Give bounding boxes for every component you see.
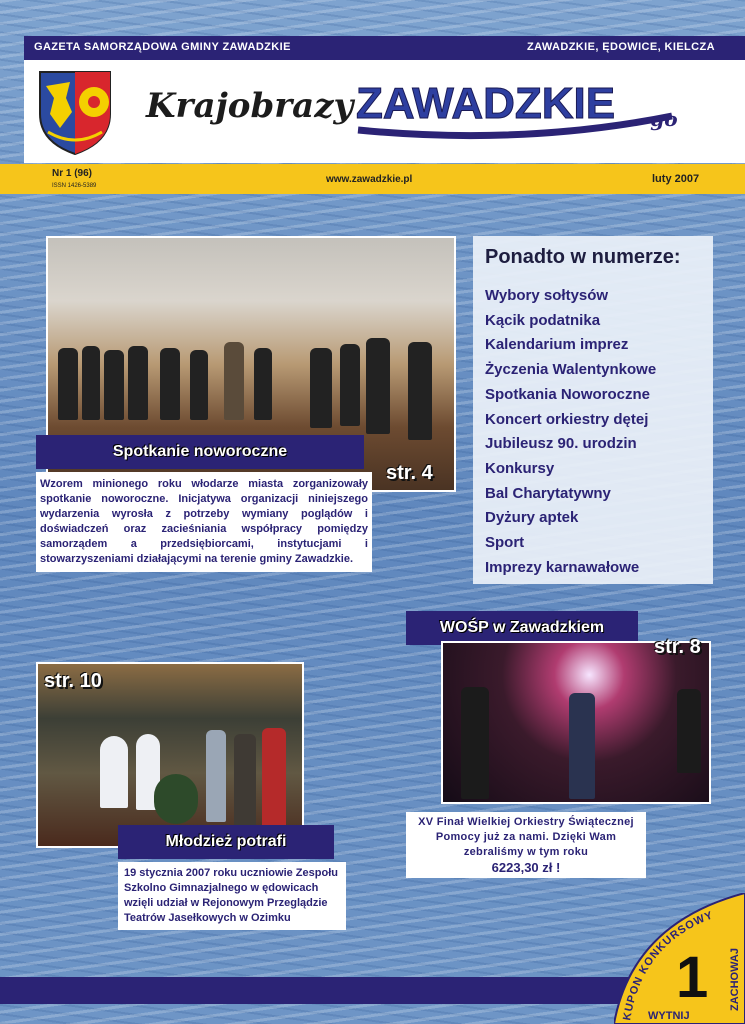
title-krajobrazy: Krajobrazy <box>146 86 354 126</box>
issue-date: luty 2007 <box>652 173 700 185</box>
toc-item[interactable]: Wybory sołtysów <box>485 287 609 304</box>
publication-subtitle: GAZETA SAMORZĄDOWA GMINY ZAWADZKIE <box>34 41 291 53</box>
toc-item[interactable]: Sport <box>485 534 525 552</box>
article-wosp-text <box>406 812 646 878</box>
coat-of-arms-icon <box>36 68 114 156</box>
title-zawadzkie-logo <box>352 72 692 142</box>
top-bar <box>24 36 745 60</box>
coupon-keep: ZACHOWAJ <box>729 948 741 1011</box>
toc-item[interactable]: Bal Charytatywny <box>485 484 611 502</box>
toc-title: Ponadto w numerze: <box>485 246 681 268</box>
toc-list <box>485 284 656 580</box>
contest-coupon[interactable] <box>614 893 745 1024</box>
title-suffix: -go <box>642 107 678 131</box>
title-zawadzkie-text: ZAWADZKIE <box>356 79 616 128</box>
page-ref-8[interactable]: str. 8 <box>654 636 701 658</box>
toc-item[interactable]: Spotkania Noworoczne <box>485 385 651 403</box>
toc-item[interactable]: Jubileusz 90. urodzin <box>485 435 637 453</box>
toc-item[interactable]: Koncert orkiestry dętej <box>485 410 649 428</box>
page-ref-10[interactable]: str. 10 <box>44 670 102 692</box>
ribbon-mlodziez[interactable]: Młodzież potrafi <box>118 825 334 859</box>
svg-text:ZAWADZKIE <box>356 79 615 128</box>
ribbon-wosp[interactable]: WOŚP w Zawadzkiem <box>406 611 638 645</box>
toc-item[interactable]: Kalendarium imprez <box>485 336 629 354</box>
website-link[interactable]: www.zawadzkie.pl <box>326 174 413 185</box>
article-youth-text: 19 stycznia 2007 roku uczniowie Zespołu Szkolno Gimnazjalnego w ędowicach wzięli udział w Rejonowym Przeglądzie Teatrów Jasełkowych w Ozimku <box>118 862 346 930</box>
issue-number: Nr 1 (96) <box>52 168 93 179</box>
toc-item[interactable]: Konkursy <box>485 459 555 477</box>
wosp-text: XV Finał Wielkiej Orkiestry Świątecznej Pomocy już za nami. Dzięki Wam zebraliśmy w tym roku <box>418 816 634 858</box>
ribbon-spotkanie[interactable]: Spotkanie noworoczne <box>36 435 364 469</box>
issn: ISSN 1426-5389 <box>52 183 97 189</box>
article-new-year-text: Wzorem minionego roku włodarze miasta zorganizowały spotkanie noworoczne. Inicjatywa organizacji niniejszego wydarzenia wyrosła z potrzeby wymiany poglądów i doświadczeń oraz zacieśniania współpracy pomiędzy samorządem a przedsiębiorcami, instytucjami i stowarzyszeniami działającymi na terenie gminy Zawadzkie. <box>36 472 372 572</box>
toc-item[interactable]: Imprezy karnawałowe <box>485 558 640 576</box>
photo-wosp-concert <box>441 641 711 804</box>
coupon-cut: WYTNIJ <box>648 1010 690 1022</box>
coupon-number: 1 <box>676 945 709 1010</box>
wosp-amount: 6223,30 zł ! <box>491 860 561 875</box>
table-of-contents <box>473 236 713 584</box>
localities: ZAWADZKIE, ĘDOWICE, KIELCZA <box>526 41 715 53</box>
toc-item[interactable]: Dyżury aptek <box>485 509 579 527</box>
toc-item[interactable]: Życzenia Walentynkowe <box>485 361 657 379</box>
coupon-label: KUPON KONKURSOWY <box>621 909 716 1022</box>
issue-bar <box>0 164 745 194</box>
page-ref-4[interactable]: str. 4 <box>386 462 433 484</box>
toc-item[interactable]: Kącik podatnika <box>485 311 601 329</box>
